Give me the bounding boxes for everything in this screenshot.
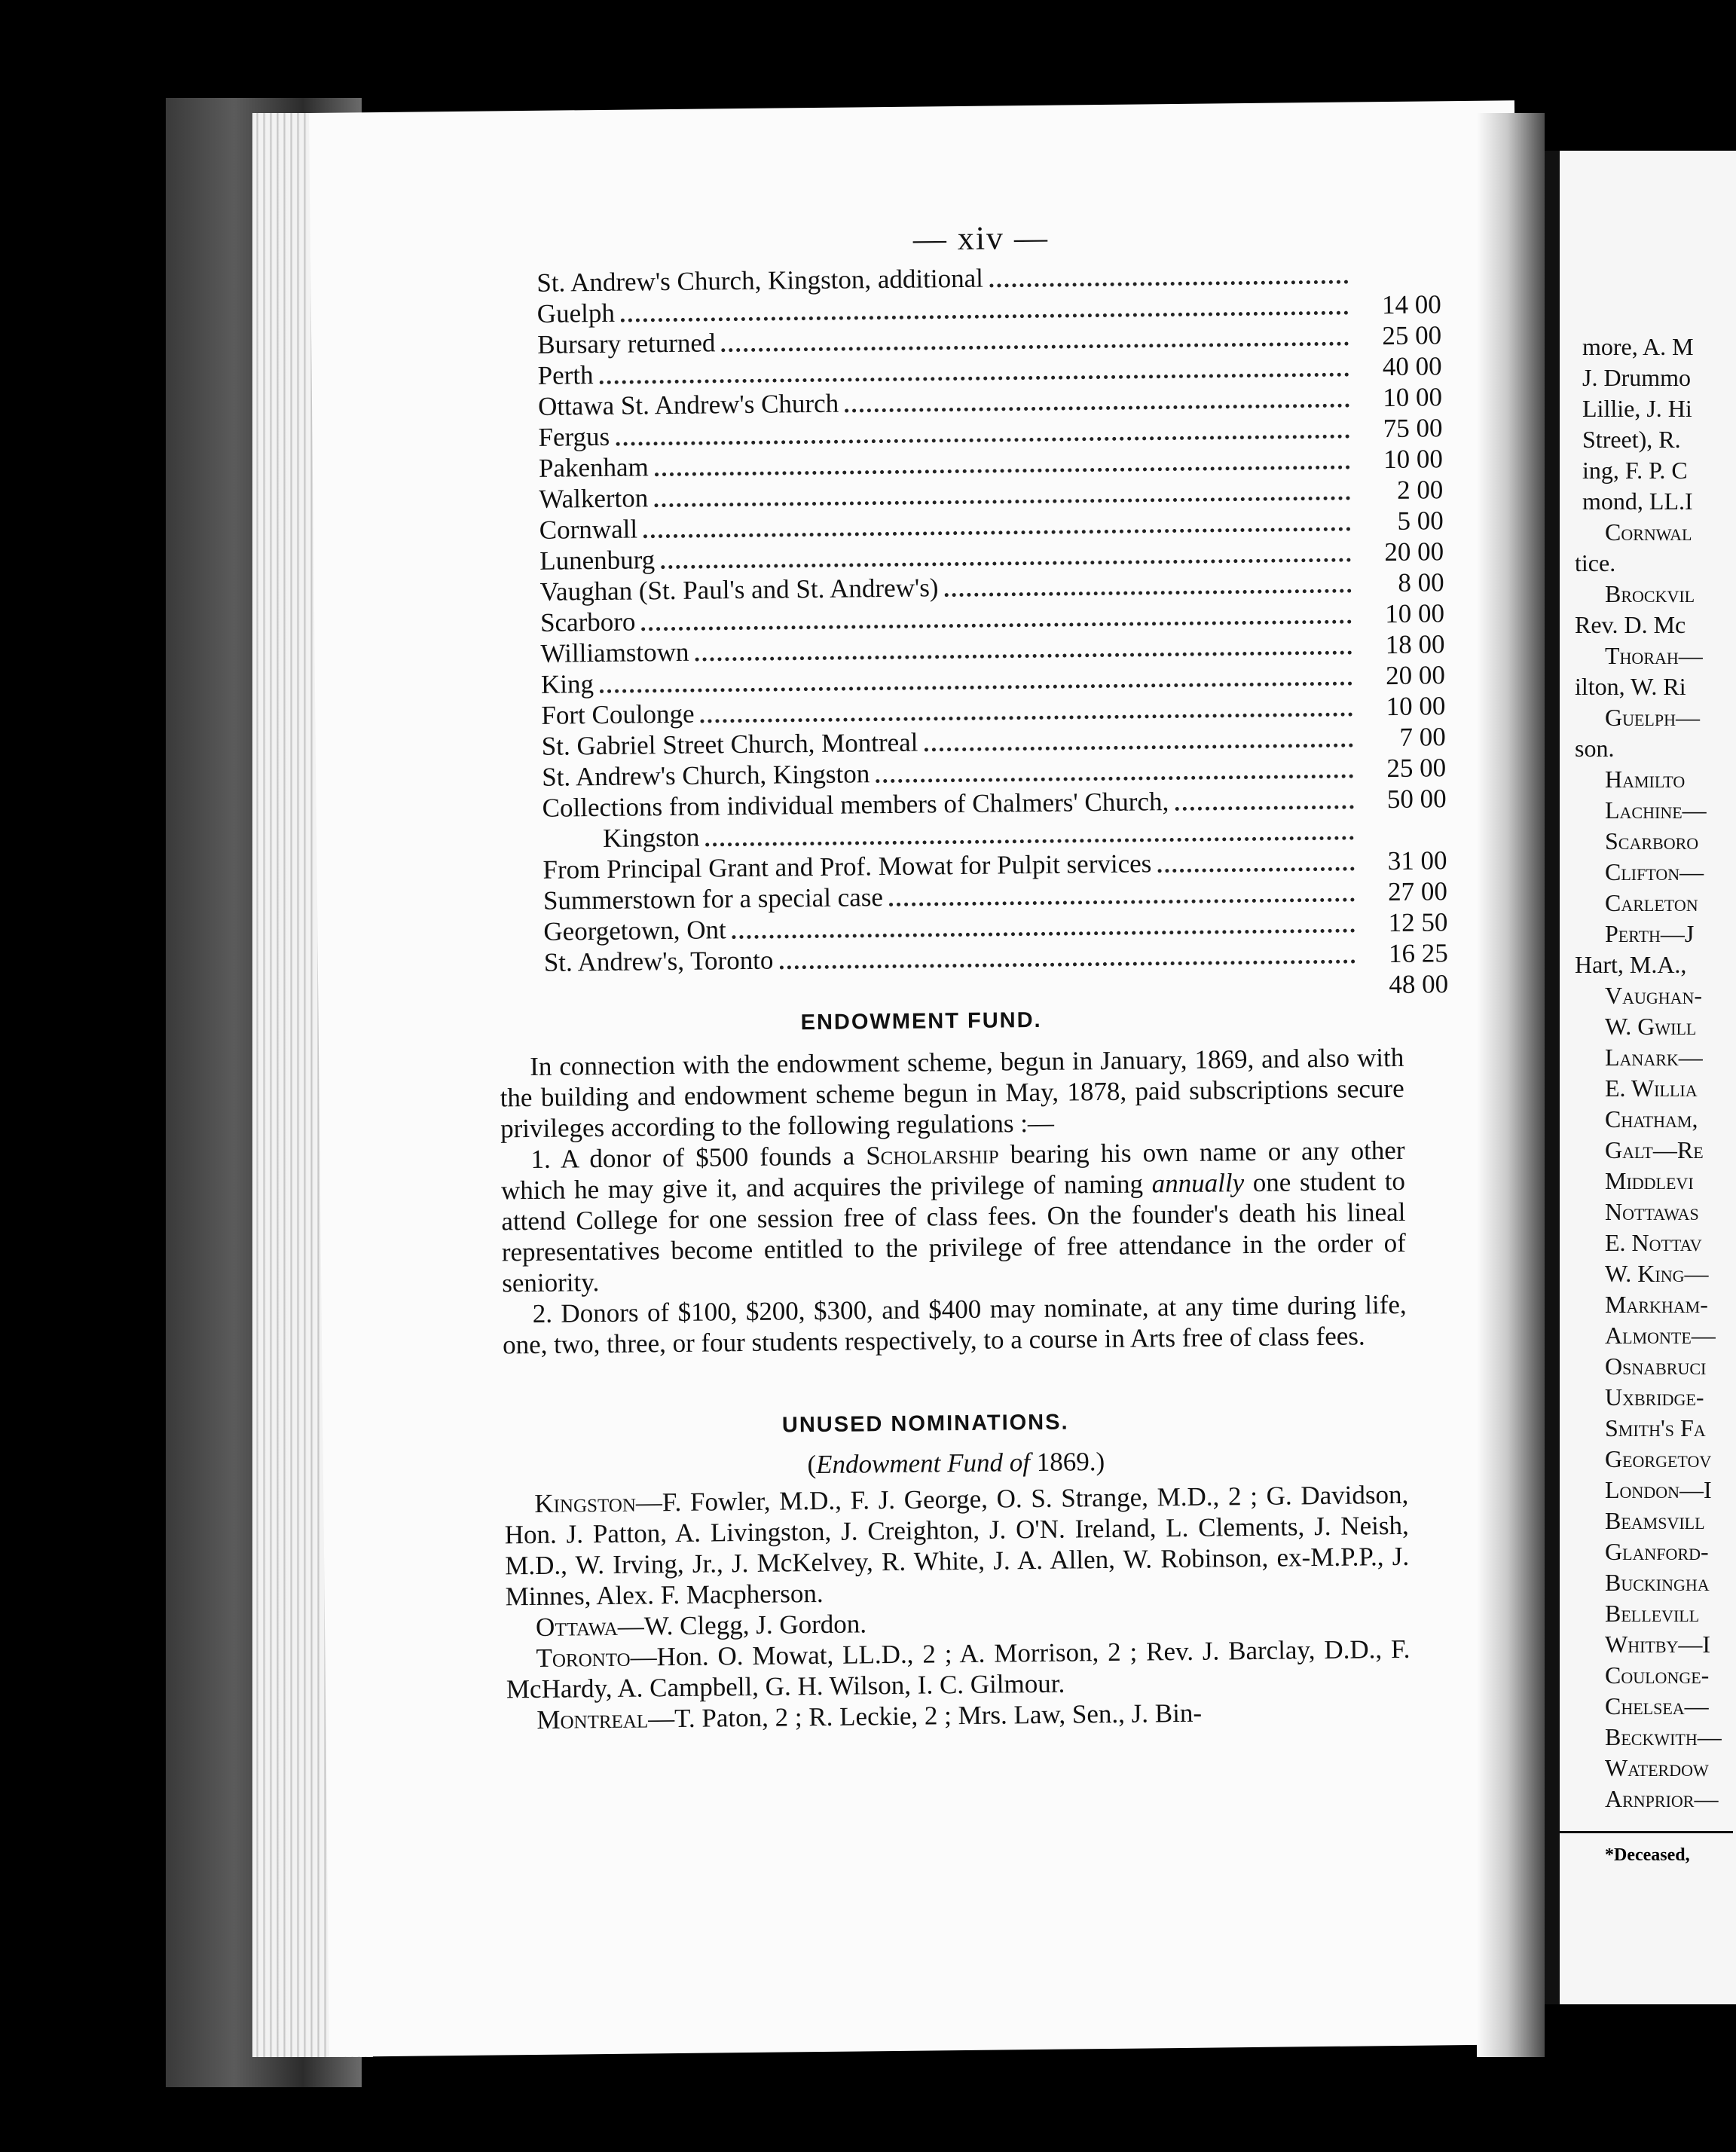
ledger-amount: 20 00	[1384, 536, 1444, 567]
ledger-label: Fort Coulonge	[541, 698, 695, 730]
nominations-ottawa: Ottawa—W. Clegg, J. Gordon.	[535, 1609, 867, 1642]
dot-leader	[721, 342, 1349, 353]
right-page-line: Georgetov	[1605, 1445, 1712, 1472]
ledger-label: Vaughan (St. Paul's and St. Andrew's)	[539, 573, 939, 607]
page-gutter	[1477, 113, 1545, 2057]
right-page-line: Hart, M.A.,	[1575, 951, 1687, 978]
right-page-line: Lachine—	[1605, 796, 1707, 824]
dot-leader	[876, 775, 1353, 784]
dot-leader	[654, 497, 1350, 508]
ledger-label: Walkerton	[539, 483, 649, 514]
ledger-label: Fergus	[538, 421, 610, 452]
endowment-intro: In connection with the endowment scheme, begun in January, 1869, and also with the building and endowment scheme begun in May, 1878, paid subscriptions secure privileges according to the following regulations :—	[500, 1042, 1404, 1144]
right-page-line: Street), R.	[1582, 426, 1681, 453]
dot-leader	[924, 744, 1352, 752]
right-page-line: Clifton—	[1605, 858, 1704, 885]
ledger-label: St. Gabriel Street Church, Montreal	[541, 727, 918, 761]
unused-subheading: (Endowment Fund of 1869.)	[807, 1447, 1105, 1480]
ledger-label: Lunenburg	[539, 545, 656, 576]
ledger-amount: 16 25	[1388, 938, 1448, 969]
right-page-line: mond, LL.I	[1582, 488, 1693, 515]
ledger-label: Williamstown	[540, 637, 689, 668]
ledger-label: St. Andrew's, Toronto	[543, 945, 774, 977]
ledger-amount: 2 00	[1396, 475, 1444, 505]
right-page-line: Rev. D. Mc	[1575, 611, 1686, 638]
dot-leader	[643, 527, 1351, 539]
right-page-line: W. Gwill	[1605, 1013, 1697, 1040]
ledger-label: Perth	[537, 360, 594, 390]
right-page-line: Chelsea—	[1605, 1692, 1709, 1719]
unused-nominations-heading: UNUSED NOMINATIONS.	[781, 1410, 1069, 1438]
right-page-line: Bellevill	[1605, 1600, 1700, 1627]
right-page-line: Coulonge-	[1605, 1661, 1710, 1689]
right-page-line: Middlevi	[1605, 1167, 1694, 1194]
ledger-amount: 27 00	[1387, 876, 1448, 907]
nominations-montreal: Montreal—T. Paton, 2 ; R. Leckie, 2 ; Mrs. Law, Sen., J. Bin-	[536, 1698, 1203, 1735]
dot-leader	[706, 836, 1355, 847]
ledger-label: Ottawa St. Andrew's Church	[537, 388, 839, 421]
ledger-amount: 50 00	[1386, 784, 1447, 815]
ledger-label: Bursary returned	[537, 328, 716, 359]
ledger-amount: 25 00	[1382, 320, 1442, 351]
ledger-label: Scarboro	[539, 607, 636, 637]
ledger-label: Pakenham	[538, 452, 649, 483]
nominations-kingston: Kingston—F. Fowler, M.D., F. J. George, O. S. Strange, M.D., 2 ; G. Davidson, Hon. J. Patton, A. Livingston, J. Creighton, J. O'N. Ireland, L. Clements, J. Neish, M.D., W. Irving, Jr., J. McKelvey, R. White, J. A. Allen, W. Robinson, ex-M.P.P., J. Minnes, Alex. F. Macpherson.	[504, 1479, 1410, 1612]
right-page-line: Perth—J	[1605, 920, 1695, 947]
dot-leader	[845, 404, 1349, 413]
dot-leader	[701, 713, 1353, 723]
right-page-line: Osnabruci	[1605, 1353, 1707, 1380]
ledger-label: St. Andrew's Church, Kingston, additional	[536, 263, 984, 298]
right-page-line: more, A. M	[1582, 333, 1694, 360]
ledger-amount: 18 00	[1385, 629, 1445, 660]
ledger-amount: 10 00	[1386, 691, 1446, 722]
right-page-line: Chatham,	[1605, 1105, 1698, 1133]
right-page-line: Beckwith—	[1605, 1723, 1722, 1750]
dot-leader	[642, 620, 1352, 631]
ledger-amount: 14 00	[1381, 289, 1441, 320]
right-page-line: Brockvil	[1605, 580, 1695, 607]
right-page-line: Nottawas	[1605, 1198, 1699, 1225]
right-page-line: Hamilto	[1605, 766, 1686, 793]
ledger-label: From Principal Grant and Prof. Mowat for Pulpit services	[542, 848, 1152, 885]
page-number: — xiv —	[912, 219, 1050, 258]
right-page-line: ilton, W. Ri	[1575, 673, 1686, 700]
dot-leader	[779, 960, 1355, 970]
right-page-line: Thorah—	[1605, 642, 1703, 669]
right-page	[1560, 151, 1736, 2004]
right-page-line: Cornwal	[1605, 518, 1692, 546]
right-page-line: Vaughan-	[1605, 982, 1703, 1009]
right-page-line: Glanford-	[1605, 1538, 1709, 1565]
dot-leader	[621, 311, 1349, 322]
right-page-line: Lillie, J. Hi	[1582, 395, 1692, 422]
right-page-line: E. Nottav	[1605, 1229, 1702, 1256]
ledger-label: Summerstown for a special case	[542, 882, 884, 916]
endowment-fund-heading: ENDOWMENT FUND.	[800, 1007, 1042, 1035]
dot-leader	[655, 466, 1350, 477]
right-page-text	[1560, 151, 1736, 1814]
dot-leader	[661, 558, 1351, 570]
dot-leader	[989, 280, 1348, 288]
dot-leader	[600, 682, 1352, 693]
right-page-line: Smith's Fa	[1605, 1414, 1706, 1441]
ledger-label: Guelph	[536, 298, 616, 329]
ledger-amount: 8 00	[1398, 567, 1444, 598]
right-page-line: Almonte—	[1605, 1322, 1716, 1349]
right-page-line: Guelph—	[1605, 704, 1700, 731]
ledger-amount: 10 00	[1385, 598, 1445, 629]
right-page-line: tice.	[1575, 549, 1616, 576]
nominations-list	[504, 1479, 1410, 1736]
right-page-line: E. Willia	[1605, 1074, 1698, 1102]
right-page-line: Lanark—	[1605, 1044, 1703, 1071]
right-page-line: J. Drummo	[1582, 364, 1691, 391]
ledger-amount: 12 50	[1388, 907, 1448, 938]
ledger-amount: 40 00	[1382, 351, 1442, 382]
right-page-line: Galt—Re	[1605, 1136, 1704, 1163]
right-page-line: Waterdow	[1605, 1754, 1709, 1781]
ledger-label: Cornwall	[539, 514, 638, 545]
ledger-label: King	[540, 669, 594, 699]
ledger-amount: 10 00	[1383, 382, 1443, 413]
right-page-line: ing, F. P. C	[1582, 457, 1688, 484]
dot-leader	[1157, 867, 1354, 873]
ledger-amount: 10 00	[1383, 444, 1444, 475]
ledger-amount: 48 00	[1389, 969, 1449, 1000]
ledger-label: St. Andrew's Church, Kingston	[542, 759, 870, 792]
ledger-amount: 20 00	[1385, 660, 1446, 691]
ledger-label: Georgetown, Ont	[543, 915, 726, 946]
ledger-amount: 31 00	[1387, 845, 1447, 876]
ledger-amount: 75 00	[1383, 413, 1443, 444]
dot-leader	[732, 929, 1355, 940]
nominations-toronto: Toronto—Hon. O. Mowat, LL.D., 2 ; A. Morrison, 2 ; Rev. J. Barclay, D.D., F. McHardy, A. Campbell, G. H. Wilson, I. C. Gilmour.	[506, 1634, 1410, 1704]
dot-leader	[1175, 805, 1353, 811]
dot-leader	[945, 589, 1352, 598]
ledger-amount: 7 00	[1399, 722, 1446, 752]
endowment-text	[500, 1042, 1407, 1361]
right-page-line: Uxbridge-	[1605, 1383, 1704, 1411]
dot-leader	[616, 435, 1349, 446]
endowment-rule-2: 2. Donors of $100, $200, $300, and $400 may nominate, at any time during life, one, two, three, or four students respectively, to a course in Arts free of class fees.	[502, 1289, 1407, 1360]
footnote-rule	[1560, 1831, 1733, 1833]
ledger-amount: 25 00	[1386, 753, 1447, 784]
right-page-line: London—I	[1605, 1476, 1712, 1503]
donations-ledger	[536, 258, 1448, 1009]
dot-leader	[889, 898, 1355, 906]
right-page-line: Arnprior—	[1605, 1785, 1719, 1812]
ledger-amount: 5 00	[1397, 506, 1444, 536]
dot-leader	[695, 651, 1352, 662]
right-page-line: Whitby—I	[1605, 1631, 1711, 1658]
endowment-rule-1: 1. A donor of $500 founds a Scholarship bearing his own name or any other which he may give it, and acquires the privilege of naming annually one student to attend College for one session free of class fees. On the founder's death his lineal representatives become entitled to the privilege of free attendance in the order of seniority.	[500, 1135, 1406, 1298]
right-page-line: W. King—	[1605, 1260, 1709, 1287]
left-page	[309, 100, 1535, 2057]
right-page-line: Beamsvill	[1605, 1507, 1705, 1534]
footnote: *Deceased,	[1605, 1845, 1690, 1865]
right-page-line: Scarboro	[1605, 827, 1699, 854]
dot-leader	[600, 373, 1349, 384]
right-page-line: Markham-	[1605, 1291, 1708, 1318]
right-page-line: son.	[1575, 735, 1615, 762]
right-page-line: Carleton	[1605, 889, 1698, 916]
ledger-label: Kingston	[602, 822, 700, 853]
ledger-label: Collections from individual members of Chalmers' Church,	[542, 787, 1169, 823]
right-page-line: Buckingha	[1605, 1569, 1710, 1596]
